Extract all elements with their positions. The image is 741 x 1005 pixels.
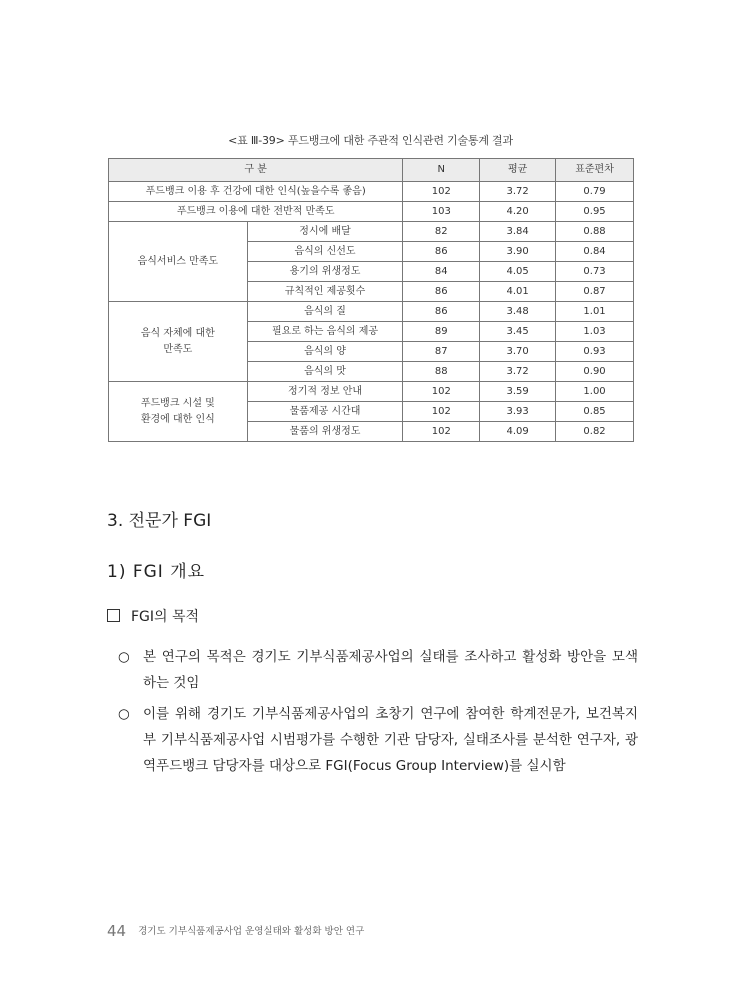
table-caption: <표 Ⅲ-39> 푸드뱅크에 대한 주관적 인식관련 기술통계 결과 [228, 134, 513, 147]
group-label-line: 만족도 [163, 343, 193, 355]
circle-bullet-icon: ○ [118, 649, 130, 665]
item-label: 물품의 위생정도 [247, 422, 403, 442]
group-label-line: 푸드뱅크 시설 및 [140, 397, 215, 409]
cell-sd: 0.87 [556, 282, 634, 302]
cell-mean: 3.45 [480, 322, 556, 342]
cell-mean: 3.84 [480, 222, 556, 242]
cell-n: 82 [403, 222, 480, 242]
cell-mean: 3.90 [480, 242, 556, 262]
item-label: 용기의 위생정도 [247, 262, 403, 282]
header-mean: 평균 [480, 159, 556, 182]
footer-title: 경기도 기부식품제공사업 운영실태와 활성화 방안 연구 [138, 926, 365, 937]
cell-mean: 3.48 [480, 302, 556, 322]
subheading-text: FGI의 목적 [131, 609, 200, 625]
cell-sd: 0.79 [556, 182, 634, 202]
bullet-item [118, 701, 638, 779]
cell-n: 89 [403, 322, 480, 342]
cell-sd: 0.73 [556, 262, 634, 282]
cell-sd: 0.93 [556, 342, 634, 362]
item-label: 음식의 양 [247, 342, 403, 362]
cell-mean: 4.20 [480, 202, 556, 222]
group-label-line: 환경에 대한 인식 [140, 413, 215, 425]
row-label: 푸드뱅크 이용에 대한 전반적 만족도 [109, 202, 403, 222]
cell-mean: 4.09 [480, 422, 556, 442]
subheading [107, 606, 199, 626]
cell-mean: 3.70 [480, 342, 556, 362]
group-label [109, 382, 248, 442]
cell-mean: 3.72 [480, 362, 556, 382]
row-label: 푸드뱅크 이용 후 건강에 대한 인식(높을수록 좋음) [109, 182, 403, 202]
cell-n: 84 [403, 262, 480, 282]
circle-bullet-icon: ○ [118, 706, 130, 722]
cell-n: 86 [403, 242, 480, 262]
square-bullet-icon [107, 609, 120, 622]
item-label: 음식의 신선도 [247, 242, 403, 262]
cell-mean: 4.01 [480, 282, 556, 302]
bullet-text: 이를 위해 경기도 기부식품제공사업의 초창기 연구에 참여한 학계전문가, 보건복지부 기부식품제공사업 시범평가를 수행한 기관 담당자, 실태조사를 분석한 연구자, 광역푸드뱅크 담당자를 대상으로 FGI(Focus Group Interview)를 실시함 [143, 706, 638, 774]
cell-sd: 1.03 [556, 322, 634, 342]
cell-sd: 0.88 [556, 222, 634, 242]
cell-n: 102 [403, 422, 480, 442]
group-label-line: 음식 자체에 대한 [140, 327, 215, 339]
cell-mean: 3.72 [480, 182, 556, 202]
cell-mean: 3.93 [480, 402, 556, 422]
cell-sd: 0.85 [556, 402, 634, 422]
cell-mean: 3.59 [480, 382, 556, 402]
table-row [109, 182, 634, 202]
cell-sd: 0.82 [556, 422, 634, 442]
cell-n: 103 [403, 202, 480, 222]
cell-mean: 4.05 [480, 262, 556, 282]
bullet-text: 본 연구의 목적은 경기도 기부식품제공사업의 실태를 조사하고 활성화 방안을 모색하는 것임 [143, 649, 638, 691]
header-category: 구 분 [109, 159, 403, 182]
table-row [109, 222, 634, 242]
table-row [109, 302, 634, 322]
table-row [109, 202, 634, 222]
page-number: 44 [107, 922, 127, 940]
header-sd: 표준편차 [556, 159, 634, 182]
bullet-item [118, 644, 638, 696]
group-label-line: 음식서비스 만족도 [137, 255, 219, 267]
item-label: 정시에 배달 [247, 222, 403, 242]
cell-n: 86 [403, 282, 480, 302]
item-label: 정기적 정보 안내 [247, 382, 403, 402]
cell-n: 102 [403, 182, 480, 202]
cell-n: 102 [403, 382, 480, 402]
page-footer [107, 922, 364, 940]
cell-sd: 0.90 [556, 362, 634, 382]
item-label: 규칙적인 제공횟수 [247, 282, 403, 302]
table-header-row [109, 159, 634, 182]
group-label [109, 222, 248, 302]
cell-n: 87 [403, 342, 480, 362]
cell-n: 102 [403, 402, 480, 422]
cell-sd: 1.01 [556, 302, 634, 322]
cell-sd: 1.00 [556, 382, 634, 402]
group-label [109, 302, 248, 382]
stats-table [108, 158, 634, 442]
subsection-title: 1) FGI 개요 [107, 562, 206, 582]
header-n: N [403, 159, 480, 182]
item-label: 물품제공 시간대 [247, 402, 403, 422]
item-label: 음식의 맛 [247, 362, 403, 382]
section-title: 3. 전문가 FGI [107, 511, 212, 531]
table-row [109, 382, 634, 402]
item-label: 음식의 질 [247, 302, 403, 322]
cell-sd: 0.95 [556, 202, 634, 222]
cell-sd: 0.84 [556, 242, 634, 262]
cell-n: 88 [403, 362, 480, 382]
item-label: 필요로 하는 음식의 제공 [247, 322, 403, 342]
cell-n: 86 [403, 302, 480, 322]
